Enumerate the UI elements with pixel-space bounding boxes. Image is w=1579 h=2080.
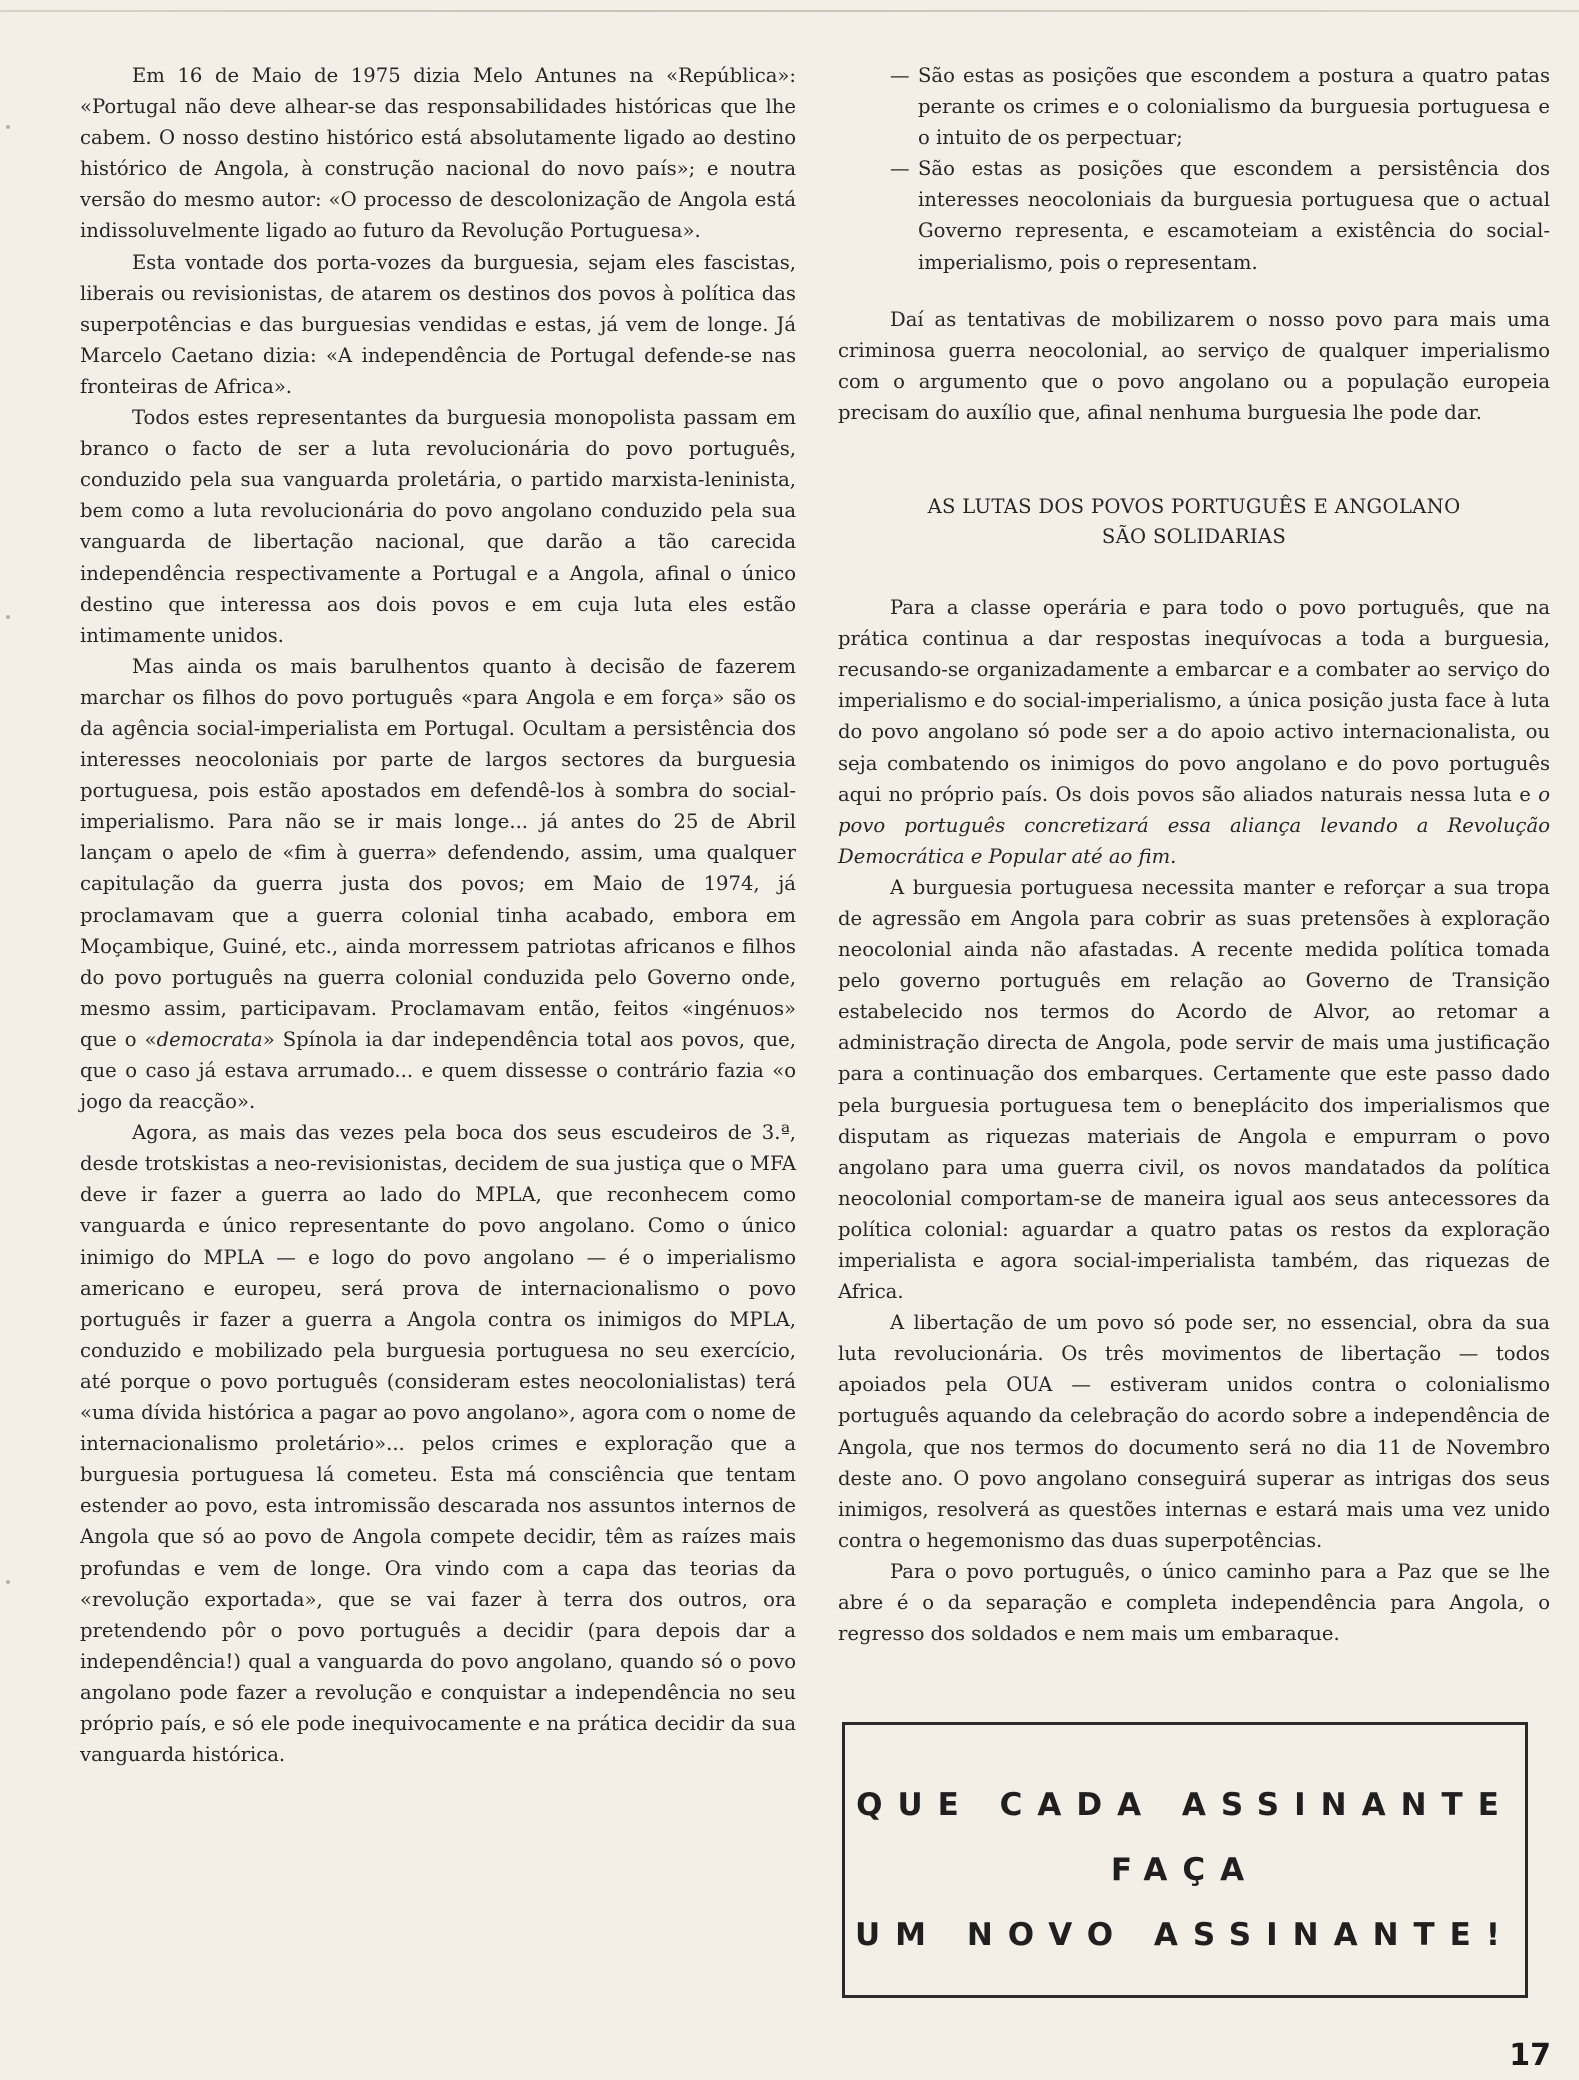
paragraph: Todos estes representantes da burguesia monopolista passam em branco o facto de ser a luta revolucionária do povo português, conduzido pela sua vanguarda proletária, o partido marxista-leninista, bem como a luta revolucionária do povo angolano conduzido pela sua vanguarda de libertação nacional, que darão a tão carecida independência respectivamente a Portugal e a Angola, afinal o único destino que interessa aos dois povos e em cuja luta eles estão intimamente unidos. [80, 406, 796, 647]
paragraph: Daí as tentativas de mobilizarem o nosso povo para mais uma criminosa guerra neocolonial, ao serviço de qualquer imperialismo com o argumento que o povo angolano ou a população europeia precisam do auxílio que, afinal nenhuma burguesia lhe pode dar. [838, 307, 1550, 424]
callout-line: QUE CADA ASSINANTE [856, 1787, 1514, 1823]
page-number: 17 [1509, 2038, 1551, 2073]
emphasis-text: o povo português concretizará essa aliança levando a Revolução Democrática e Popular até ao fim. [838, 782, 1550, 868]
right-column [838, 60, 1550, 1649]
binder-mark [6, 125, 10, 129]
paragraph [838, 592, 1550, 872]
paragraph: Em 16 de Maio de 1975 dizia Melo Antunes na «República»: «Portugal não deve alhear-se das responsabilidades históricas que lhe cabem. O nosso destino histórico está absolutamente ligado ao destino histórico de Angola, à construção nacional do novo país»; e noutra versão do mesmo autor: «O processo de descolonização de Angola está indissoluvelmente ligado ao futuro da Revolução Portuguesa». [80, 64, 796, 243]
dash-item [838, 60, 1550, 153]
paragraph: A burguesia portuguesa necessita manter e reforçar a sua tropa de agressão em Angola para cobrir as suas pretensões à exploração neocolonial ainda não afastadas. A recente medida política tomada pelo governo português em relação ao Governo de Transição estabelecido nos termos do Acordo de Alvor, ao retomar a administração directa de Angola, pode servir de mais uma justificação para a continuação dos embarques. Certamente que este passo dado pela burguesia portuguesa tem o beneplácito dos imperialismos que disputam as riquezas materiais de Angola e empurram o povo angolano para uma guerra civil, os novos mandatados da política neocolonial comportam-se de maneira igual aos seus antecessores da política colonial: aguardar a quatro patas os restos da exploração imperialista e agora social-imperialista também, das riquezas de Africa. [838, 875, 1550, 1304]
left-column [80, 60, 796, 1770]
callout-line: FAÇA [1110, 1852, 1260, 1888]
paragraph-text: » Spínola ia dar independência total aos povos, que, que o caso já estava arrumado... e quem dissesse o contrário fazia «o jogo da reacção». [80, 1027, 796, 1114]
page-top-edge [0, 10, 1579, 12]
paragraph-text: Para a classe operária e para todo o povo português, que na prática continua a dar respostas inequívocas a toda a burguesia, recusando-se organizadamente a embarcar e a combater ao serviço do imperialismo e do social-imperialismo, a única posição justa face à luta do povo angolano só pode ser a do apoio activo internacionalista, ou seja combatendo os inimigos do povo angolano e do povo português aqui no próprio país. Os dois povos são aliados naturais nessa luta e [838, 596, 1550, 806]
paragraph-text: Mas ainda os mais barulhentos quanto à decisão de fazerem marchar os filhos do povo português «para Angola e em força» são os da agência social-imperialista em Portugal. Ocultam a persistência dos interesses neocoloniais por parte de largos sectores da burguesia portuguesa, pois estão apostados em defendê-los à sombra do social-imperialismo. Para não se ir mais longe... já antes do 25 de Abril lançam o apelo de «fim à guerra» defendendo, assim, uma qualquer capitulação da guerra justa dos povos; em Maio de 1974, já proclamavam que a guerra colonial tinha acabado, embora em Moçambique, Guiné, etc., ainda morressem patriotas africanos e filhos do povo português na guerra colonial conduzida pelo Governo onde, mesmo assim, participavam. Proclamavam então, feitos «ingénuos» que o « [80, 654, 796, 1051]
section-heading-line: SÃO SOLIDARIAS [1101, 525, 1287, 549]
binder-mark [6, 1580, 10, 1584]
dash-marker: — [890, 157, 910, 181]
paragraph: Agora, as mais das vezes pela boca dos seus escudeiros de 3.ª, desde trotskistas a neo-revisionistas, decidem de sua justiça que o MFA deve ir fazer a guerra ao lado do MPLA, que reconhecem como vanguarda e único representante do povo angolano. Como o único inimigo do MPLA — e logo do povo angolano — é o imperialismo americano e europeu, será prova de internacionalismo o povo português ir fazer a guerra a Angola contra os inimigos do MPLA, conduzido e mobilizado pela burguesia portuguesa no seu exercício, até porque o povo português (consideram estes neocolonialistas) terá «uma dívida histórica a pagar ao povo angolano», agora com o nome de internacionalismo proletário»... pelos crimes e exploração que a burguesia portuguesa lá cometeu. Esta má consciência que tentam estender ao povo, esta intromissão descarada nos assuntos internos de Angola que só ao povo de Angola compete decidir, têm as raízes mais profundas e vem de longe. Ora vindo com a capa das teorias da «revolução exportada», que se vai fazer à terra dos outros, ora pretendendo pôr o povo português a decidir (para depois dar a independência!) qual a vanguarda do povo angolano, quando só o povo angolano pode fazer a revolução e conquistar a independência no seu próprio país, e só ele pode inequivocamente e na prática decidir da sua vanguarda histórica. [80, 1121, 796, 1767]
callout-line: UM NOVO ASSINANTE! [855, 1917, 1515, 1953]
binder-mark [6, 615, 10, 619]
paragraph: Para o povo português, o único caminho para a Paz que se lhe abre é o da separação e completa independência para Angola, o regresso dos soldados e nem mais um embaraque. [838, 1559, 1550, 1646]
dash-marker: — [890, 64, 910, 87]
subscription-callout-box [842, 1722, 1528, 1998]
dash-item [838, 153, 1550, 277]
paragraph: A libertação de um povo só pode ser, no essencial, obra da sua luta revolucionária. Os três movimentos de libertação — todos apoiados pela OUA — estiveram unidos contra o colonialismo português aquando da celebração do acordo sobre a independência de Angola, que nos termos do documento será no dia 11 de Novembro deste ano. O povo angolano conseguirá superar as intrigas dos seus inimigos, resolverá as questões internas e estará mais uma vez unido contra o hegemonismo das duas superpotências. [838, 1311, 1550, 1552]
emphasis-text: democrata [156, 1027, 263, 1051]
section-heading [838, 492, 1550, 552]
dash-item-text: São estas as posições que escondem a persistência dos interesses neocoloniais da burguesia portuguesa que o actual Governo representa, e escamoteiam a existência do social-imperialismo, pois o representam. [918, 157, 1550, 274]
section-heading-line: AS LUTAS DOS POVOS PORTUGUÊS E ANGOLANO [927, 495, 1461, 519]
paragraph: Esta vontade dos porta-vozes da burguesia, sejam eles fascistas, liberais ou revisionistas, de atarem os destinos dos povos à política das superpotências e das burguesias vendidas e estas, já vem de longe. Já Marcelo Caetano dizia: «A independência de Portugal defende-se nas fronteiras de Africa». [80, 250, 796, 398]
paragraph [80, 651, 796, 1117]
dash-item-text: São estas as posições que escondem a postura a quatro patas perante os crimes e o colonialismo da burguesia portuguesa e o intuito de os perpectuar; [918, 64, 1550, 150]
